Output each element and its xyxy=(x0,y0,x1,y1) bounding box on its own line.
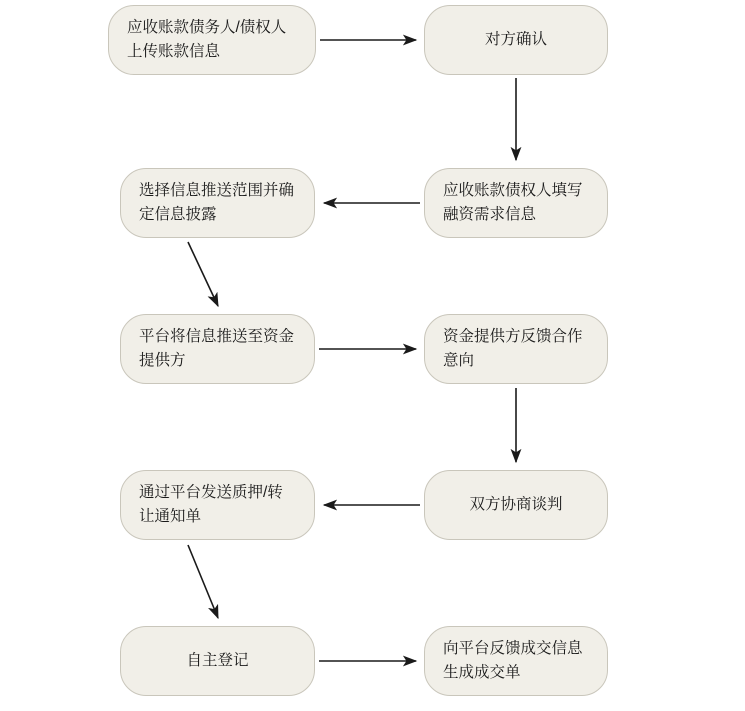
node-send-pledge-transfer-notice[interactable] xyxy=(120,470,315,540)
node-label: 应收账款债务人/债权人上传账款信息 xyxy=(127,18,287,60)
node-creditor-financing-need[interactable] xyxy=(424,168,608,238)
node-label: 平台将信息推送至资金提供方 xyxy=(139,327,295,369)
node-label: 通过平台发送质押/转让通知单 xyxy=(139,483,283,525)
node-label: 应收账款债权人填写融资需求信息 xyxy=(443,181,583,223)
edge-scope-to-push xyxy=(188,242,218,306)
edge-notice-to-registration xyxy=(188,545,218,618)
node-label: 自主登记 xyxy=(186,651,249,669)
node-funder-feedback-intent[interactable] xyxy=(424,314,608,384)
node-select-push-scope[interactable] xyxy=(120,168,315,238)
node-both-parties-negotiate[interactable] xyxy=(424,470,608,540)
node-label: 选择信息推送范围并确定信息披露 xyxy=(139,181,295,223)
node-self-registration[interactable] xyxy=(120,626,315,696)
node-label: 向平台反馈成交信息生成成交单 xyxy=(443,639,583,681)
node-platform-push-to-funder[interactable] xyxy=(120,314,315,384)
node-label: 资金提供方反馈合作意向 xyxy=(443,327,583,369)
node-label: 双方协商谈判 xyxy=(469,495,563,513)
node-label: 对方确认 xyxy=(484,30,547,48)
node-feedback-deal-info[interactable] xyxy=(424,626,608,696)
node-counterparty-confirm[interactable] xyxy=(424,5,608,75)
node-upload-receivable-info[interactable] xyxy=(108,5,316,75)
